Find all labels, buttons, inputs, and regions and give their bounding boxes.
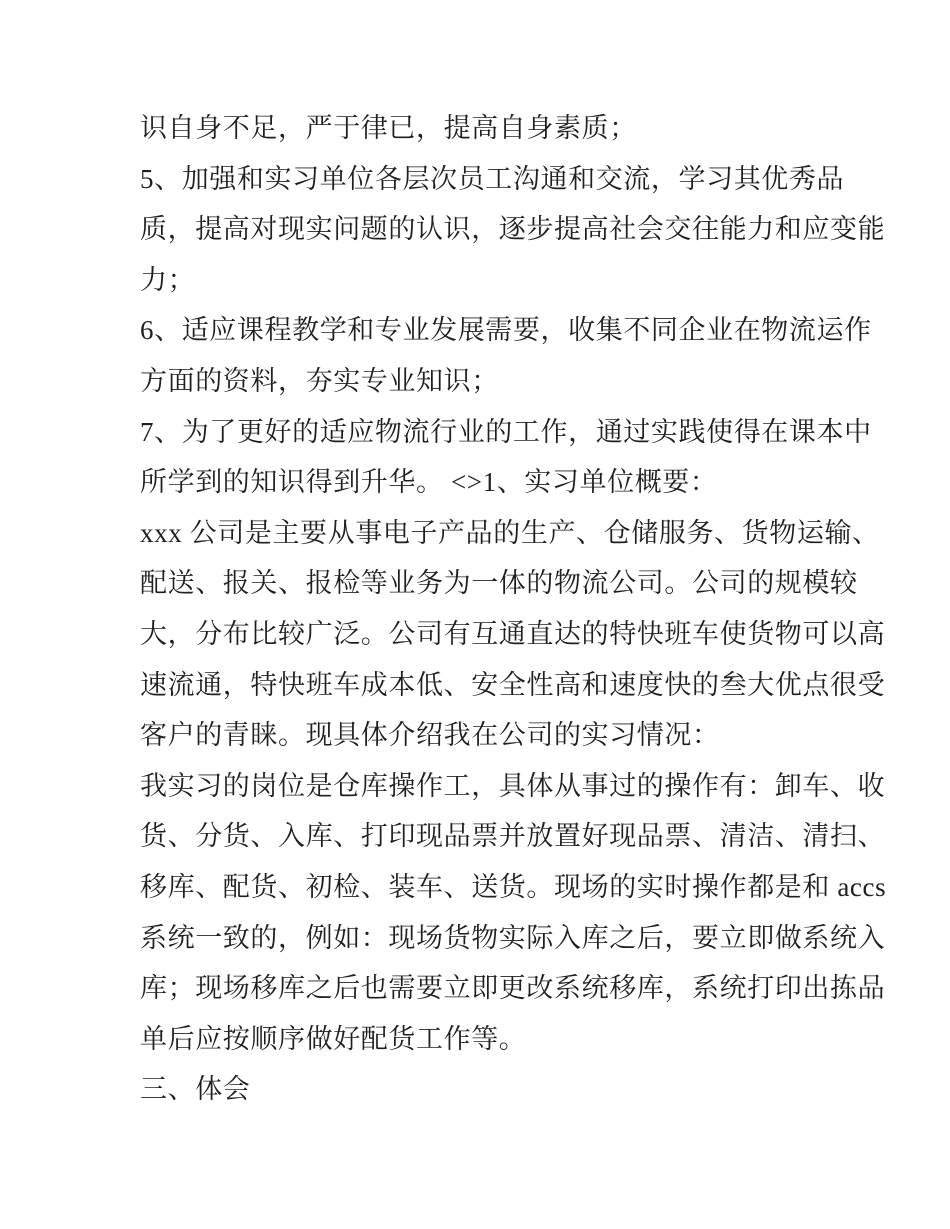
text-line: 识自身不足，严于律已，提高自身素质；	[140, 113, 637, 143]
paragraph-block	[140, 103, 887, 1115]
text-line: 我实习的岗位是仓库操作工，具体从事过的操作有：卸车、收	[140, 770, 886, 801]
text-line: 客户的青睐。现具体介绍我在公司的实习情况：	[140, 720, 720, 751]
text-line: 质，提高对现实问题的认识，逐步提高社会交往能力和应变能	[140, 214, 886, 245]
text-line: 6、适应课程教学和专业发展需要，收集不同企业在物流运作	[140, 315, 872, 346]
text-line: 货、分货、入库、打印现品票并放置好现品票、清洁、清扫、	[140, 821, 886, 852]
text-line: 系统一致的，例如：现场货物实际入库之后，要立即做系统入	[140, 922, 886, 953]
text-line: 所学到的知识得到升华。 <>1、实习单位概要：	[140, 467, 718, 498]
text-line: 配送、报关、报检等业务为一体的物流公司。公司的规模较	[140, 568, 858, 599]
text-line: 方面的资料，夯实专业知识；	[140, 365, 499, 396]
text-line: 库；现场移库之后也需要立即更改系统移库，系统打印出拣品	[140, 973, 886, 1004]
text-line: 移库、配货、初检、装车、送货。现场的实时操作都是和 accs	[140, 871, 887, 902]
text-line: 速流通，特快班车成本低、安全性高和速度快的叁大优点很受	[140, 669, 886, 700]
text-line: xxx 公司是主要从事电子产品的生产、仓储服务、货物运输、	[140, 517, 880, 548]
text-line: 三、体会	[140, 1074, 251, 1105]
text-line: 大，分布比较广泛。公司有互通直达的特快班车使货物可以高	[140, 618, 886, 649]
text-line: 力；	[140, 264, 196, 295]
text-line: 单后应按顺序做好配货工作等。	[140, 1023, 527, 1054]
text-line: 5、加强和实习单位各层次员工沟通和交流，学习其优秀品	[140, 163, 845, 194]
text-line: 7、为了更好的适应物流行业的工作，通过实践使得在课本中	[140, 416, 872, 447]
